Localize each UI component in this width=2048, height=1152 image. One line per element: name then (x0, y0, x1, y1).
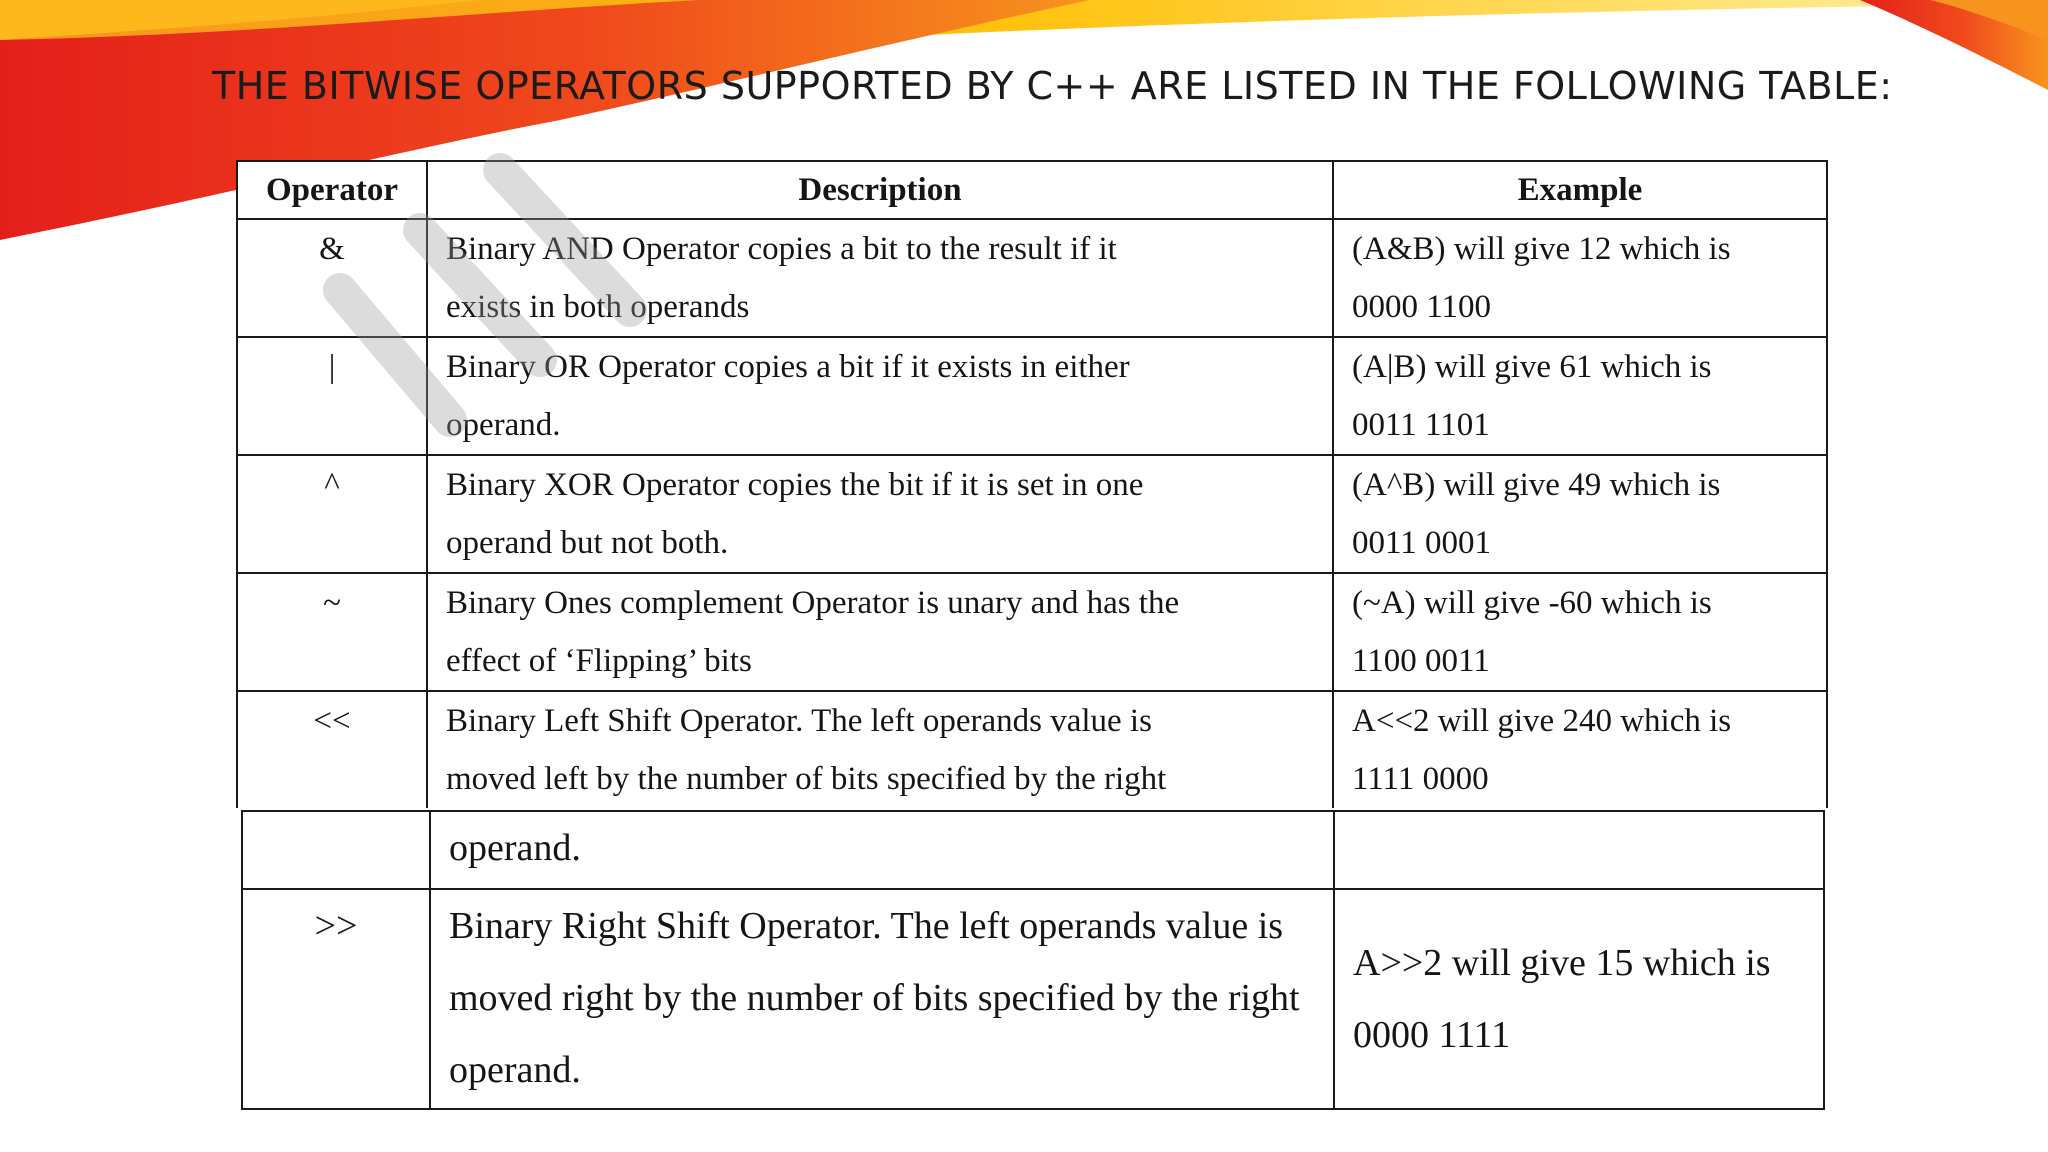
example-cell (1334, 889, 1824, 1109)
operator-cell: | (237, 337, 427, 455)
description-line: Binary AND Operator copies a bit to the result if it (446, 231, 1117, 267)
description-line: Binary Left Shift Operator. The left operands value is (446, 703, 1152, 739)
example-line: A<<2 will give 240 which is (1352, 703, 1732, 739)
slide-title: THE BITWISE OPERATORS SUPPORTED BY C++ ARE LISTED IN THE FOLLOWING TABLE: (212, 64, 1893, 108)
example-cell (1333, 573, 1827, 691)
description-cell: operand. (430, 811, 1334, 889)
description-cell (427, 455, 1333, 573)
table-row (237, 337, 1827, 455)
example-cell (1333, 219, 1827, 337)
operator-cell: << (237, 691, 427, 808)
example-cell (1333, 337, 1827, 455)
table-header-row (237, 161, 1827, 219)
description-line: exists in both operands (446, 289, 750, 325)
example-line: A>>2 will give 15 which is (1353, 942, 1771, 984)
description-line: Binary OR Operator copies a bit if it exists in either (446, 349, 1130, 385)
example-cell (1333, 455, 1827, 573)
description-line: operand but not both. (446, 525, 729, 561)
description-cell (427, 219, 1333, 337)
header-description: Description (427, 161, 1333, 219)
example-cell (1334, 811, 1824, 889)
header-example: Example (1333, 161, 1827, 219)
example-line: (A|B) will give 61 which is (1352, 349, 1712, 385)
description-cell (427, 573, 1333, 691)
description-line: operand. (449, 1049, 581, 1091)
description-line: Binary Ones complement Operator is unary and has the (446, 585, 1180, 621)
example-line: 0000 1100 (1352, 289, 1492, 325)
example-line: (A&B) will give 12 which is (1352, 231, 1731, 267)
operator-cell: ^ (237, 455, 427, 573)
example-line: (~A) will give -60 which is (1352, 585, 1712, 621)
example-line: 1111 0000 (1352, 761, 1489, 797)
operator-cell (242, 811, 430, 889)
description-cell (430, 889, 1334, 1109)
example-line: 1100 0011 (1352, 643, 1490, 679)
description-line: Binary XOR Operator copies the bit if it is set in one (446, 467, 1144, 503)
table-row (237, 691, 1827, 808)
operator-cell: & (237, 219, 427, 337)
description-line: Binary Right Shift Operator. The left operands value is (449, 905, 1284, 947)
example-line: 0011 1101 (1352, 407, 1490, 443)
description-cell (427, 691, 1333, 808)
table-row (237, 573, 1827, 691)
table-row (242, 889, 1824, 1109)
table-row (237, 219, 1827, 337)
description-line: moved right by the number of bits specified by the right (449, 977, 1300, 1019)
example-cell (1333, 691, 1827, 808)
example-line: 0011 0001 (1352, 525, 1492, 561)
description-line: operand. (446, 407, 561, 443)
table-row (242, 811, 1824, 889)
example-line: 0000 1111 (1353, 1014, 1511, 1056)
operators-table-lower (241, 810, 1825, 1110)
description-line: effect of ‘Flipping’ bits (446, 643, 752, 679)
table-row (237, 455, 1827, 573)
description-cell (427, 337, 1333, 455)
operator-cell: ~ (237, 573, 427, 691)
operators-table-upper (236, 160, 1828, 808)
example-line: (A^B) will give 49 which is (1352, 467, 1721, 503)
operator-cell: >> (242, 889, 430, 1109)
header-operator: Operator (237, 161, 427, 219)
description-line: moved left by the number of bits specified by the right (446, 761, 1167, 797)
